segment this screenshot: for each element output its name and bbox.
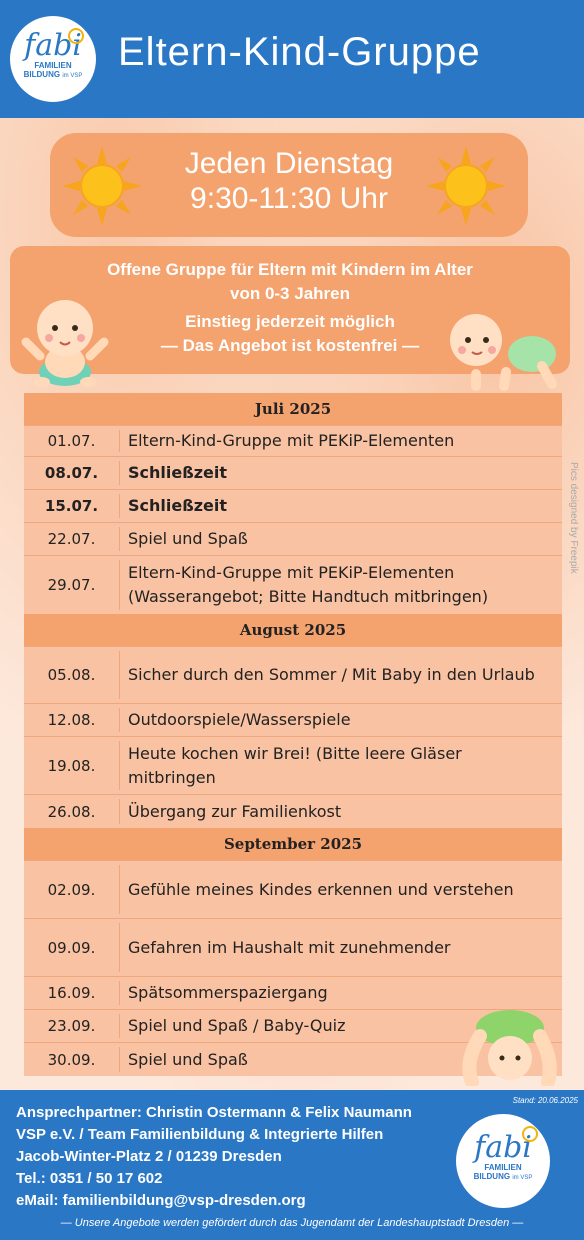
- weekday-label: Jeden Dienstag: [184, 147, 394, 180]
- event-cell: Schließzeit: [128, 463, 228, 482]
- date-cell: 29.07.: [24, 560, 120, 610]
- sun-icon: [426, 146, 506, 226]
- date-cell: 08.07.: [24, 461, 120, 485]
- contact-block: [16, 1102, 412, 1212]
- contact-organisation: VSP e.V. / Team Familienbildung & Integrierte Hilfen: [16, 1126, 384, 1143]
- logo-text: [24, 61, 83, 81]
- contact-email: eMail: familienbildung@vsp-dresden.org: [16, 1192, 306, 1209]
- date-cell: 09.09.: [24, 923, 120, 972]
- table-row: [24, 425, 562, 456]
- smile-icon: [68, 28, 84, 44]
- event-cell: Schließzeit: [128, 496, 228, 515]
- fabi-logo: [456, 1114, 550, 1208]
- sun-icon: [62, 146, 142, 226]
- table-row: [24, 860, 562, 918]
- contact-persons: Ansprechpartner: Christin Ostermann & Felix Naumann: [16, 1104, 412, 1121]
- table-row: [24, 456, 562, 489]
- baby-crawling-icon: [446, 306, 562, 392]
- logo-suffix: im VSP: [512, 1175, 533, 1181]
- image-credit: Pics designed by Freepik: [568, 462, 579, 574]
- table-row: [24, 522, 562, 555]
- smile-icon: [522, 1126, 538, 1142]
- logo-wordmark: fabi: [24, 28, 82, 63]
- date-cell: 26.08.: [24, 799, 120, 824]
- logo-suffix: im VSP: [62, 73, 83, 79]
- event-cell: Übergang zur Familienkost: [128, 801, 342, 821]
- event-cell: Spätsommerspaziergang: [128, 983, 328, 1002]
- event-cell: Sicher durch den Sommer / Mit Baby in den Urlaub: [128, 665, 535, 684]
- fabi-logo: [10, 16, 96, 102]
- table-row: [24, 976, 562, 1009]
- date-cell: 19.08.: [24, 741, 120, 790]
- month-header: Juli 2025: [24, 393, 562, 425]
- logo-text: [474, 1163, 533, 1183]
- info-line4: — Das Angebot ist kostenfrei —: [160, 336, 420, 355]
- contact-phone: Tel.: 0351 / 50 17 602: [16, 1170, 163, 1187]
- date-cell: 15.07.: [24, 494, 120, 518]
- event-cell: Gefühle meines Kindes erkennen und verstehen: [128, 879, 514, 899]
- revision-date: Stand: 20.06.2025: [512, 1096, 578, 1105]
- date-cell: 22.07.: [24, 527, 120, 551]
- table-row: [24, 555, 562, 614]
- logo-line1: FAMILIEN: [484, 1163, 522, 1172]
- table-row: [24, 918, 562, 976]
- event-cell: Gefahren im Haushalt mit zunehmender: [128, 937, 451, 957]
- header-bar: [0, 0, 584, 118]
- logo-line1: FAMILIEN: [34, 61, 72, 70]
- date-cell: 12.08.: [24, 708, 120, 732]
- date-cell: 05.08.: [24, 651, 120, 699]
- contact-address: Jacob-Winter-Platz 2 / 01239 Dresden: [16, 1148, 282, 1165]
- month-header: August 2025: [24, 614, 562, 646]
- date-cell: 16.09.: [24, 981, 120, 1005]
- time-label: 9:30-11:30 Uhr: [190, 182, 388, 215]
- info-line1: Offene Gruppe für Eltern mit Kindern im Alter: [107, 260, 473, 279]
- info-line2: von 0-3 Jahren: [230, 284, 350, 303]
- event-cell: Spiel und Spaß / Baby-Quiz: [128, 1016, 346, 1035]
- logo-line2: BILDUNG: [473, 1172, 511, 1181]
- event-cell: Eltern-Kind-Gruppe mit PEKiP-Elementen (Wasserangebot; Bitte Handtuch mitbringen): [128, 563, 489, 606]
- table-row: [24, 489, 562, 522]
- table-row: [24, 646, 562, 703]
- baby-upside-down-icon: [454, 1006, 564, 1086]
- info-line3: Einstieg jederzeit möglich: [185, 312, 395, 331]
- table-row: [24, 736, 562, 794]
- baby-sitting-icon: [20, 290, 110, 390]
- month-header: September 2025: [24, 828, 562, 860]
- date-cell: 01.07.: [24, 430, 120, 452]
- event-cell: Eltern-Kind-Gruppe mit PEKiP-Elementen: [128, 431, 455, 450]
- logo-wordmark: fabi: [474, 1130, 532, 1165]
- logo-line2: BILDUNG: [23, 70, 61, 79]
- date-cell: 23.09.: [24, 1014, 120, 1038]
- event-cell: Spiel und Spaß: [128, 1049, 248, 1069]
- event-cell: Heute kochen wir Brei! (Bitte leere Gläser mitbringen: [128, 743, 462, 787]
- event-cell: Outdoorspiele/Wasserspiele: [128, 710, 351, 729]
- table-row: [24, 794, 562, 828]
- event-cell: Spiel und Spaß: [128, 529, 248, 548]
- schedule-table: [24, 393, 562, 1076]
- page-title: Eltern-Kind-Gruppe: [118, 30, 481, 74]
- table-row: [24, 703, 562, 736]
- footer-bar: [0, 1090, 584, 1240]
- date-cell: 30.09.: [24, 1047, 120, 1072]
- date-cell: 02.09.: [24, 865, 120, 914]
- funding-note: — Unsere Angebote werden gefördert durch das Jugendamt der Landeshauptstadt Dresden —: [60, 1217, 524, 1229]
